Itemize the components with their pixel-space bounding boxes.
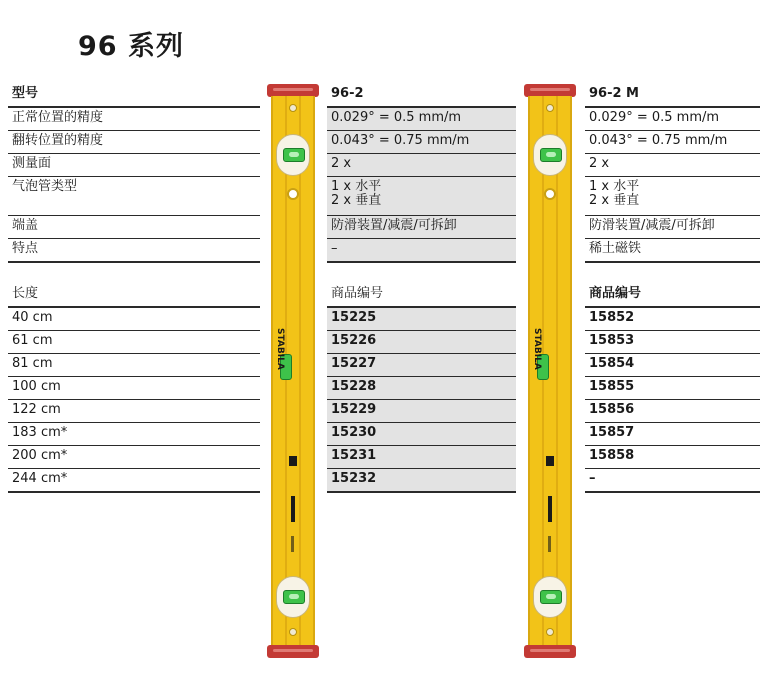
article-number: 15226: [327, 331, 516, 354]
screw-icon: [546, 628, 554, 636]
model-name: 96-2: [327, 84, 516, 108]
label-measuring-faces: 测量面: [8, 154, 260, 177]
article-number: 15231: [327, 446, 516, 469]
spec-vial-vertical: 2 x 垂直: [589, 193, 640, 208]
label-accuracy-normal: 正常位置的精度: [8, 108, 260, 131]
screw-icon: [289, 104, 297, 112]
spec-vial-horizontal: 1 x 水平: [589, 179, 640, 194]
screw-icon: [289, 628, 297, 636]
article-number: 15855: [585, 377, 760, 400]
article-number: 15856: [585, 400, 760, 423]
article-number: 15228: [327, 377, 516, 400]
spec-features: –: [327, 239, 516, 263]
end-cap-bottom: [524, 645, 576, 658]
model-name: 96-2 M: [585, 84, 760, 108]
article-number: 15229: [327, 400, 516, 423]
spec-vial-vertical: 2 x 垂直: [331, 193, 382, 208]
length-row: 40 cm: [8, 308, 260, 331]
brand-logo: STABILA: [275, 328, 285, 370]
brand-logo: STABILA: [532, 328, 542, 370]
label-accuracy-reversal: 翻转位置的精度: [8, 131, 260, 154]
label-model: 型号: [8, 84, 260, 108]
length-row: 100 cm: [8, 377, 260, 400]
horizontal-vial-icon: [276, 576, 310, 618]
length-row: 244 cm*: [8, 469, 260, 493]
horizontal-vial-icon: [276, 134, 310, 176]
spec-end-caps: 防滑装置/减震/可拆卸: [585, 216, 760, 239]
spec-accuracy-reversal: 0.043° = 0.75 mm/m: [327, 131, 516, 154]
spec-vial-horizontal: 1 x 水平: [331, 179, 382, 194]
label-strip-icon: [548, 536, 551, 552]
logo-mark-icon: [289, 456, 297, 466]
article-number: 15230: [327, 423, 516, 446]
length-row: 122 cm: [8, 400, 260, 423]
article-header: 商品编号: [585, 284, 760, 308]
spec-features: 稀土磁铁: [585, 239, 760, 263]
label-vial-type: 气泡管类型: [8, 177, 260, 216]
length-row: 81 cm: [8, 354, 260, 377]
article-number: –: [585, 469, 760, 493]
level-body: [271, 96, 315, 646]
level-body: [528, 96, 572, 646]
spec-accuracy-normal: 0.029° = 0.5 mm/m: [327, 108, 516, 131]
spec-vial-type: [327, 177, 516, 216]
symbol-strip-icon: [548, 496, 552, 522]
spec-measuring-faces: 2 x: [327, 154, 516, 177]
hang-hole-icon: [287, 188, 299, 200]
article-number: 15858: [585, 446, 760, 469]
article-number: 15854: [585, 354, 760, 377]
horizontal-vial-icon: [533, 576, 567, 618]
spirit-level-image: [267, 84, 319, 658]
spec-end-caps: 防滑装置/减震/可拆卸: [327, 216, 516, 239]
symbol-strip-icon: [291, 496, 295, 522]
article-number: 15857: [585, 423, 760, 446]
spec-accuracy-normal: 0.029° = 0.5 mm/m: [585, 108, 760, 131]
article-number: 15227: [327, 354, 516, 377]
logo-mark-icon: [546, 456, 554, 466]
spec-accuracy-reversal: 0.043° = 0.75 mm/m: [585, 131, 760, 154]
horizontal-vial-icon: [533, 134, 567, 176]
length-row: 200 cm*: [8, 446, 260, 469]
spec-measuring-faces: 2 x: [585, 154, 760, 177]
spec-vial-type: [585, 177, 760, 216]
article-header: 商品编号: [327, 284, 516, 308]
end-cap-bottom: [267, 645, 319, 658]
screw-icon: [546, 104, 554, 112]
label-features: 特点: [8, 239, 260, 263]
spirit-level-magnetic-image: [524, 84, 576, 658]
article-number: 15232: [327, 469, 516, 493]
label-strip-icon: [291, 536, 294, 552]
length-row: 61 cm: [8, 331, 260, 354]
label-length-header: 长度: [8, 284, 260, 308]
article-number: 15852: [585, 308, 760, 331]
article-number: 15225: [327, 308, 516, 331]
label-end-caps: 端盖: [8, 216, 260, 239]
length-row: 183 cm*: [8, 423, 260, 446]
hang-hole-icon: [544, 188, 556, 200]
article-number: 15853: [585, 331, 760, 354]
page-title: 96 系列: [78, 31, 184, 62]
